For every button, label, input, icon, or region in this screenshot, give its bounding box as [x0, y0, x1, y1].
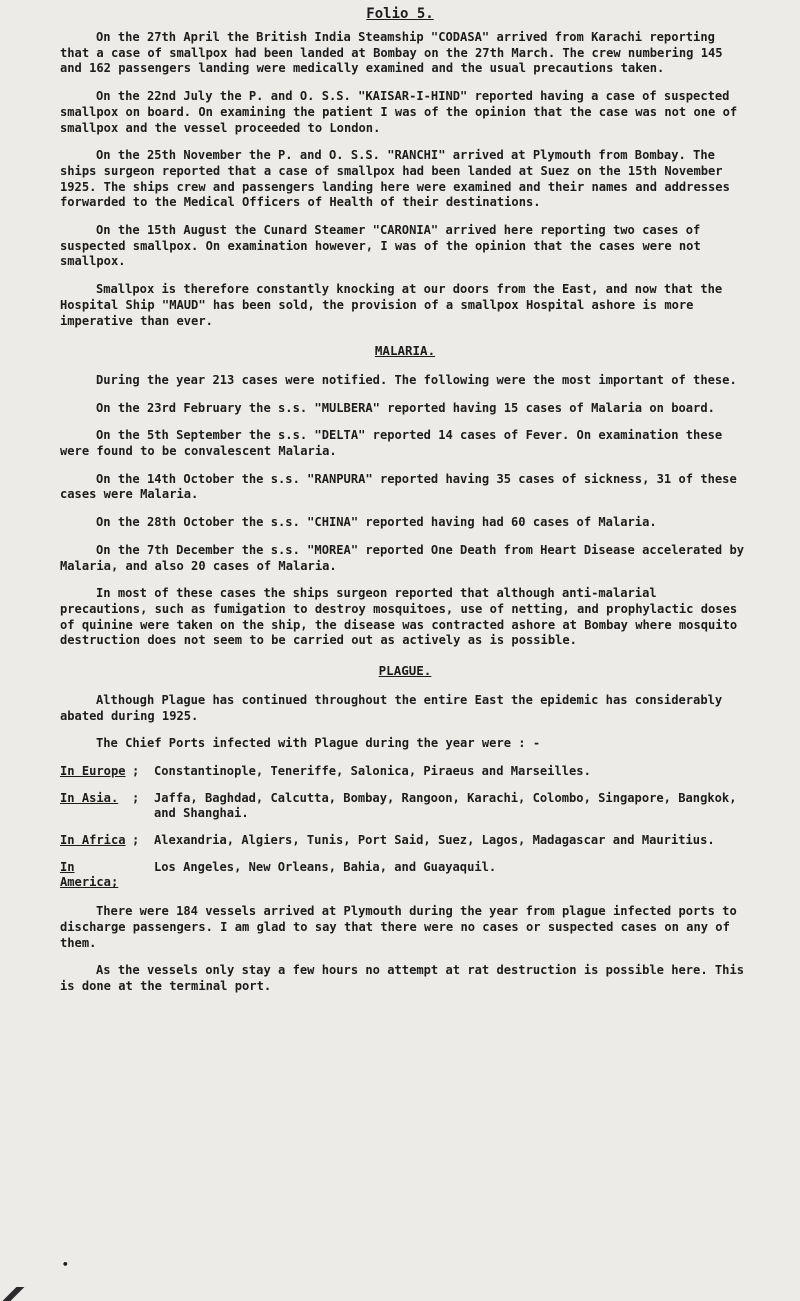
- paragraph: On the 28th October the s.s. "CHINA" reported having had 60 cases of Malaria.: [96, 515, 657, 530]
- region-separator: ;: [132, 790, 140, 805]
- malaria-section: [60, 373, 750, 649]
- section-heading-malaria: MALARIA.: [374, 343, 436, 359]
- margin-mark: •: [62, 1258, 69, 1271]
- infected-ports-list: [60, 764, 750, 891]
- paragraph: Although Plague has continued throughout the entire East the epidemic has considerably abated during 1925.: [60, 692, 723, 723]
- region-label: In Europe: [60, 763, 126, 778]
- region-separator: ;: [132, 833, 140, 848]
- port-names: Alexandria, Algiers, Tunis, Port Said, Suez, Lagos, Madagascar and Mauritius.: [154, 833, 715, 848]
- folio-number: Folio 5.: [366, 6, 434, 22]
- port-names: Jaffa, Baghdad, Calcutta, Bombay, Rangoon, Karachi, Colombo, Singapore, Bangkok, and Shanghai.: [154, 790, 737, 821]
- paragraph: During the year 213 cases were notified. The following were the most important of these.: [96, 372, 737, 387]
- page-corner-mark: [0, 1287, 26, 1301]
- paragraph: On the 23rd February the s.s. "MULBERA" reported having 15 cases of Malaria on board.: [96, 400, 715, 415]
- region-separator: ;: [132, 763, 140, 778]
- region-label: In America;: [60, 859, 119, 890]
- paragraph: On the 22nd July the P. and O. S.S. "KAISAR-I-HIND" reported having a case of suspected smallpox on board. On examining the patient I was of the opinion that the case was not one of smallpox and the vessel proceeded to London.: [60, 89, 738, 135]
- port-names: Los Angeles, New Orleans, Bahia, and Guayaquil.: [154, 859, 497, 874]
- paragraph: On the 14th October the s.s. "RANPURA" reported having 35 cases of sickness, 31 of these cases were Malaria.: [60, 471, 737, 502]
- list-item: [60, 833, 750, 849]
- list-item: [60, 791, 750, 822]
- list-item: [60, 860, 750, 891]
- port-names: Constantinople, Teneriffe, Salonica, Piraeus and Marseilles.: [154, 763, 591, 778]
- paragraph: On the 15th August the Cunard Steamer "CARONIA" arrived here reporting two cases of suspected smallpox. On examination however, I was of the opinion that the cases were not smallpox.: [60, 223, 701, 269]
- paragraph: As the vessels only stay a few hours no attempt at rat destruction is possible here. This is done at the terminal port.: [60, 963, 745, 993]
- region-label: In Africa: [60, 833, 126, 848]
- region-separator: [132, 860, 154, 891]
- paragraph: The Chief Ports infected with Plague during the year were : -: [96, 736, 541, 751]
- region-label: In Asia.: [60, 790, 119, 805]
- paragraph: There were 184 vessels arrived at Plymouth during the year from plague infected ports to discharge passengers. I am glad to say that there were no cases or suspected cases on any of them.: [60, 904, 737, 950]
- paragraph: On the 5th September the s.s. "DELTA" reported 14 cases of Fever. On examination these were found to be convalescent Malaria.: [60, 428, 723, 459]
- document-body: [60, 30, 750, 1007]
- paragraph: On the 27th April the British India Steamship "CODASA" arrived from Karachi reporting that a case of smallpox had been landed at Bombay on the 27th March. The crew numbering 145 and 162 passengers landing were medically examined and the usual precautions taken.: [60, 30, 723, 76]
- list-item: [60, 764, 750, 780]
- smallpox-section: [60, 30, 750, 329]
- section-heading-plague: PLAGUE.: [378, 663, 432, 679]
- paragraph: On the 25th November the P. and O. S.S. "RANCHI" arrived at Plymouth from Bombay. The ships surgeon reported that a case of smallpox had been landed at Suez on the 15th November 1925. The ships crew and passengers landing here were examined and their names and addresses forwarded to the Medical Officers of Health of their destinations.: [60, 148, 730, 210]
- paragraph: Smallpox is therefore constantly knocking at our doors from the East, and now that the Hospital Ship "MAUD" has been sold, the provision of a smallpox Hospital ashore is more imperative than ever.: [60, 282, 723, 328]
- paragraph: In most of these cases the ships surgeon reported that although anti-malarial precautions, such as fumigation to destroy mosquitoes, use of netting, and prophylactic doses of quinine were taken on the ship, the disease was contracted ashore at Bombay where mosquito destruction does not seem to be carried out as actively as is possible.: [60, 586, 738, 648]
- plague-section: [60, 693, 750, 995]
- paragraph: On the 7th December the s.s. "MOREA" reported One Death from Heart Disease accelerated by Malaria, and also 20 cases of Malaria.: [60, 542, 745, 573]
